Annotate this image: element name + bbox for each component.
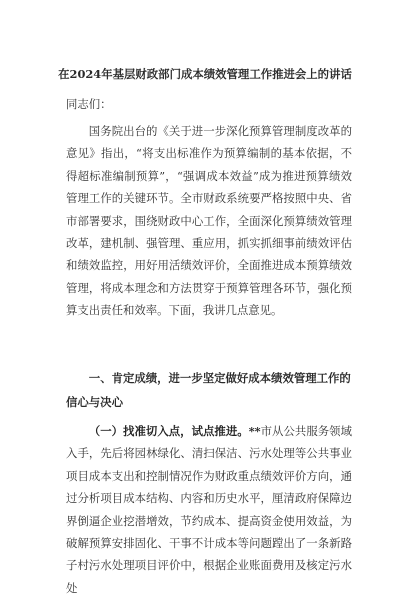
subsection-marker: ** <box>248 424 261 438</box>
subsection-title: （一）找准切入点，试点推进。 <box>88 424 249 438</box>
subsection-paragraph <box>66 420 352 599</box>
subsection-body: 市从公共服务领域入手，先后将园林绿化、清扫保洁、污水处理等公共事业项目成本支出和控制情况作为财政重点绩效评价方向，通过分析项目成本结构、内容和历史水平，厘清政府保障边界倒逼企业挖潜增效，节约成本、提高资金使用效益，为破解预算安排固化、干事不计成本等问题蹚出了一条新路子村污水处理项目评价中，根据企业账面费用及核定污水处 <box>66 424 352 595</box>
salutation: 同志们： <box>66 97 112 111</box>
opening-paragraph: 国务院出台的《关于进一步深化预算管理制度改革的意见》指出，“将支出标准作为预算编制的基本依据，不得超标准编制预算”，“强调成本效益”成为推进预算绩效管理工作的关键环节。全市财政系统要严格按照中央、省市部署要求，围绕财政中心工作，全面深化预算绩效管理改革，建机制、强管理、重应用，抓实抓细事前绩效评估和绩效监控，用好用活绩效评价，全面推进成本预算绩效管理，将成本理念和方法贯穿于预算管理各环节，强化预算支出责任和效率。下面，我讲几点意见。 <box>66 124 352 318</box>
section-heading: 一、肯定成绩，进一步坚定做好成本绩效管理工作的信心与决心 <box>66 371 351 409</box>
document-title: 在2024年基层财政部门成本绩效管理工作推进会上的讲话 <box>58 67 352 81</box>
